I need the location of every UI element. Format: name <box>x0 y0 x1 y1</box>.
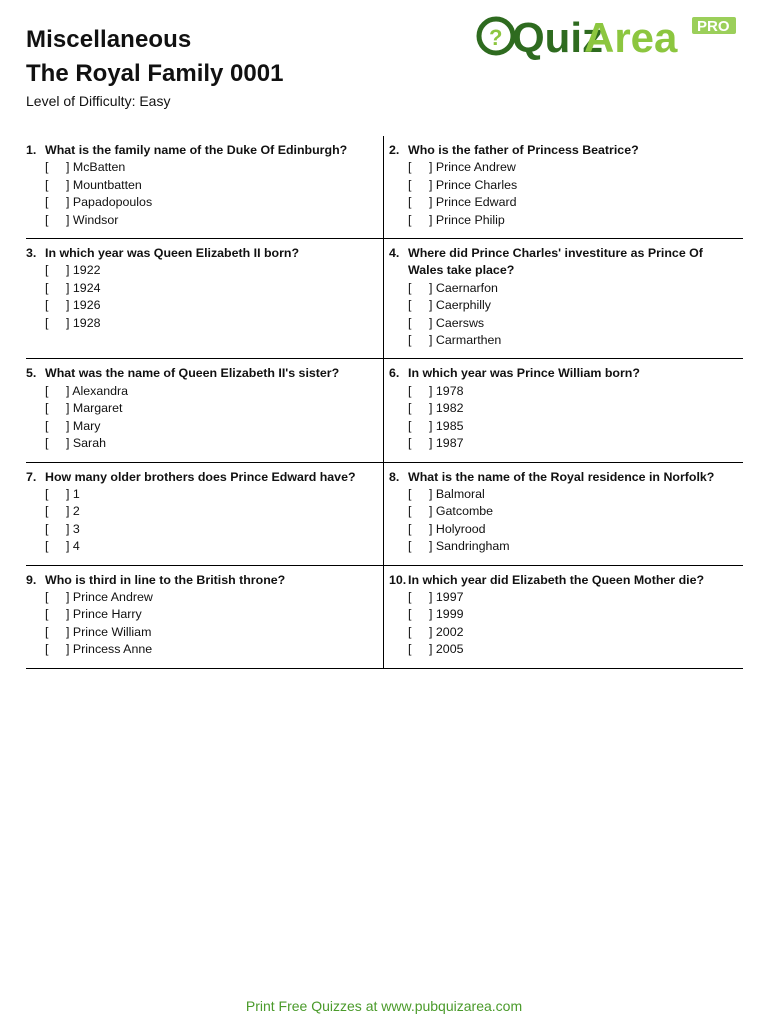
answer-option[interactable] <box>45 521 379 538</box>
answer-option-label: 1924 <box>72 280 101 295</box>
question <box>389 142 739 159</box>
answer-option-label: 1922 <box>72 263 101 278</box>
answer-option-label: Balmoral <box>435 486 485 501</box>
checkbox-close-bracket[interactable]: ] <box>66 418 70 433</box>
question-cell <box>384 239 743 359</box>
answer-option-label: Prince William <box>72 624 152 639</box>
quiz-category: Miscellaneous <box>26 26 192 53</box>
question-text: In which year was Queen Elizabeth II born? <box>45 246 300 261</box>
answer-option[interactable] <box>45 503 379 520</box>
answer-option[interactable] <box>408 503 739 520</box>
question <box>26 245 379 262</box>
answer-option-label: Prince Philip <box>435 212 505 227</box>
checkbox-open-bracket[interactable]: [ <box>45 607 49 622</box>
checkbox-close-bracket[interactable]: ] <box>66 486 70 501</box>
checkbox-close-bracket[interactable]: ] <box>66 589 70 604</box>
question-number: 8. <box>389 469 400 484</box>
answer-option-label: 1987 <box>435 436 464 451</box>
question <box>26 572 379 589</box>
answer-option[interactable] <box>45 538 379 555</box>
answer-option[interactable] <box>45 315 379 332</box>
question-grid <box>26 136 743 669</box>
checkbox-close-bracket[interactable]: ] <box>429 589 433 604</box>
checkbox-open-bracket[interactable]: [ <box>408 436 412 451</box>
checkbox-open-bracket[interactable]: [ <box>45 589 49 604</box>
question-number: 4. <box>389 246 400 261</box>
checkbox-close-bracket[interactable]: ] <box>429 539 433 554</box>
question-number: 3. <box>26 246 37 261</box>
answer-option[interactable] <box>408 418 739 435</box>
checkbox-close-bracket[interactable]: ] <box>429 315 433 330</box>
checkbox-open-bracket[interactable]: [ <box>408 315 412 330</box>
answer-option[interactable] <box>408 315 739 332</box>
checkbox-open-bracket[interactable]: [ <box>45 436 49 451</box>
question <box>389 365 739 382</box>
question-cell <box>26 463 384 566</box>
answer-option[interactable] <box>408 332 739 349</box>
answer-option[interactable] <box>45 400 379 417</box>
answer-option-label: Gatcombe <box>435 504 494 519</box>
checkbox-open-bracket[interactable]: [ <box>408 486 412 501</box>
answer-options <box>389 383 739 453</box>
answer-options <box>389 159 739 229</box>
checkbox-close-bracket[interactable]: ] <box>66 263 70 278</box>
answer-option[interactable] <box>45 280 379 297</box>
checkbox-open-bracket[interactable]: [ <box>45 401 49 416</box>
answer-option[interactable] <box>408 280 739 297</box>
answer-option[interactable] <box>45 194 379 211</box>
checkbox-close-bracket[interactable]: ] <box>66 280 70 295</box>
answer-option[interactable] <box>408 177 739 194</box>
answer-option-label: Prince Harry <box>72 607 142 622</box>
question-number: 1. <box>26 143 37 157</box>
question <box>26 142 379 159</box>
answer-option[interactable] <box>45 486 379 503</box>
checkbox-close-bracket[interactable]: ] <box>429 521 433 536</box>
checkbox-close-bracket[interactable]: ] <box>429 642 433 657</box>
answer-option[interactable] <box>408 297 739 314</box>
question-text: How many older brothers does Prince Edward have? <box>45 469 356 484</box>
answer-option-label: 1982 <box>435 401 464 416</box>
checkbox-open-bracket[interactable]: [ <box>45 177 49 192</box>
checkbox-open-bracket[interactable]: [ <box>45 280 49 295</box>
checkbox-open-bracket[interactable]: [ <box>408 521 412 536</box>
checkbox-open-bracket[interactable]: [ <box>408 607 412 622</box>
answer-options <box>389 486 739 556</box>
question-cell <box>384 136 743 239</box>
checkbox-open-bracket[interactable]: [ <box>408 212 412 227</box>
answer-option-label: Prince Andrew <box>72 589 153 604</box>
checkbox-close-bracket[interactable]: ] <box>66 642 70 657</box>
answer-option[interactable] <box>45 641 379 658</box>
checkbox-open-bracket[interactable]: [ <box>408 177 412 192</box>
answer-option-label: 1978 <box>435 383 464 398</box>
answer-option-label: Sarah <box>72 436 106 451</box>
checkbox-close-bracket[interactable]: ] <box>66 315 70 330</box>
checkbox-close-bracket[interactable]: ] <box>66 160 70 175</box>
checkbox-close-bracket[interactable]: ] <box>66 504 70 519</box>
checkbox-close-bracket[interactable]: ] <box>66 624 70 639</box>
checkbox-open-bracket[interactable]: [ <box>45 383 49 398</box>
question-text: Who is third in line to the British throne? <box>45 572 286 587</box>
answer-option[interactable] <box>408 212 739 229</box>
checkbox-open-bracket[interactable]: [ <box>45 539 49 554</box>
answer-option-label: 1928 <box>72 315 101 330</box>
question <box>389 469 739 486</box>
answer-option-label: 1997 <box>435 589 464 604</box>
checkbox-open-bracket[interactable]: [ <box>408 383 412 398</box>
answer-option[interactable] <box>45 159 379 176</box>
answer-option-label: Caerphilly <box>435 298 491 313</box>
checkbox-close-bracket[interactable]: ] <box>429 383 433 398</box>
checkbox-open-bracket[interactable]: [ <box>408 333 412 348</box>
checkbox-open-bracket[interactable]: [ <box>45 521 49 536</box>
checkbox-close-bracket[interactable]: ] <box>429 333 433 348</box>
answer-option[interactable] <box>408 383 739 400</box>
logo-word-quiz: Quiz <box>512 14 603 61</box>
question-text: What was the name of Queen Elizabeth II's sister? <box>45 366 340 381</box>
question <box>389 572 739 589</box>
question-cell <box>26 239 384 359</box>
answer-option[interactable] <box>408 400 739 417</box>
answer-option-label: Holyrood <box>435 521 486 536</box>
question <box>389 245 739 280</box>
question-cell <box>26 359 384 462</box>
answer-option-label: Prince Charles <box>435 177 518 192</box>
checkbox-close-bracket[interactable]: ] <box>429 177 433 192</box>
checkbox-close-bracket[interactable]: ] <box>429 486 433 501</box>
answer-options <box>389 280 739 350</box>
checkbox-close-bracket[interactable]: ] <box>66 195 70 210</box>
answer-option[interactable] <box>45 606 379 623</box>
checkbox-close-bracket[interactable]: ] <box>429 504 433 519</box>
answer-option-label: Prince Andrew <box>435 160 516 175</box>
answer-option[interactable] <box>408 589 739 606</box>
answer-option[interactable] <box>45 262 379 279</box>
checkbox-close-bracket[interactable]: ] <box>429 607 433 622</box>
checkbox-open-bracket[interactable]: [ <box>45 504 49 519</box>
checkbox-close-bracket[interactable]: ] <box>66 177 70 192</box>
answer-option[interactable] <box>45 177 379 194</box>
answer-option-label: 1999 <box>435 607 464 622</box>
answer-options <box>26 589 379 659</box>
answer-options <box>389 589 739 659</box>
question-number: 2. <box>389 143 400 157</box>
answer-options <box>26 262 379 332</box>
answer-option[interactable] <box>408 624 739 641</box>
checkbox-close-bracket[interactable]: ] <box>429 436 433 451</box>
answer-options <box>26 383 379 453</box>
question-cell <box>384 359 743 462</box>
checkbox-close-bracket[interactable]: ] <box>66 298 70 313</box>
question-cell <box>26 136 384 239</box>
checkbox-open-bracket[interactable]: [ <box>408 504 412 519</box>
question-number: 7. <box>26 469 37 484</box>
checkbox-close-bracket[interactable]: ] <box>429 195 433 210</box>
question-number: 10. <box>389 572 407 587</box>
answer-option[interactable] <box>45 589 379 606</box>
checkbox-open-bracket[interactable]: [ <box>45 642 49 657</box>
checkbox-open-bracket[interactable]: [ <box>45 624 49 639</box>
checkbox-open-bracket[interactable]: [ <box>45 160 49 175</box>
question-cell <box>384 463 743 566</box>
answer-option[interactable] <box>408 641 739 658</box>
checkbox-open-bracket[interactable]: [ <box>408 280 412 295</box>
checkbox-open-bracket[interactable]: [ <box>45 315 49 330</box>
question <box>26 469 379 486</box>
quiz-title: The Royal Family 0001 <box>26 60 284 87</box>
checkbox-close-bracket[interactable]: ] <box>66 383 70 398</box>
answer-option-label: Mountbatten <box>72 177 142 192</box>
checkbox-open-bracket[interactable]: [ <box>408 298 412 313</box>
checkbox-open-bracket[interactable]: [ <box>408 589 412 604</box>
answer-option[interactable] <box>45 418 379 435</box>
answer-option[interactable] <box>45 297 379 314</box>
checkbox-open-bracket[interactable]: [ <box>408 642 412 657</box>
answer-option-label: Caernarfon <box>435 280 498 295</box>
answer-option-label: 1926 <box>72 298 101 313</box>
checkbox-open-bracket[interactable]: [ <box>408 418 412 433</box>
checkbox-close-bracket[interactable]: ] <box>429 160 433 175</box>
answer-option[interactable] <box>408 159 739 176</box>
checkbox-close-bracket[interactable]: ] <box>66 401 70 416</box>
answer-option-label: Princess Anne <box>72 642 153 657</box>
answer-option-label: 3 <box>72 521 80 536</box>
answer-option-label: Windsor <box>72 212 119 227</box>
answer-option-label: Papadopoulos <box>72 195 153 210</box>
question <box>26 365 379 382</box>
checkbox-open-bracket[interactable]: [ <box>45 263 49 278</box>
answer-option-label: 1985 <box>435 418 464 433</box>
question-cell <box>26 566 384 669</box>
answer-option-label: Mary <box>72 418 101 433</box>
answer-option-label: 1 <box>72 486 80 501</box>
checkbox-close-bracket[interactable]: ] <box>429 280 433 295</box>
question-cell <box>384 566 743 669</box>
checkbox-close-bracket[interactable]: ] <box>429 298 433 313</box>
question-text: In which year did Elizabeth the Queen Mother die? <box>408 572 705 587</box>
checkbox-close-bracket[interactable]: ] <box>66 212 70 227</box>
answer-option-label: Alexandra <box>72 383 129 398</box>
answer-option[interactable] <box>408 606 739 623</box>
checkbox-open-bracket[interactable]: [ <box>408 539 412 554</box>
answer-option[interactable] <box>408 486 739 503</box>
checkbox-open-bracket[interactable]: [ <box>45 212 49 227</box>
answer-option-label: Prince Edward <box>435 195 517 210</box>
checkbox-open-bracket[interactable]: [ <box>408 401 412 416</box>
answer-options <box>26 159 379 229</box>
answer-option[interactable] <box>408 435 739 452</box>
question-number: 6. <box>389 366 400 381</box>
checkbox-open-bracket[interactable]: [ <box>45 195 49 210</box>
svg-text:?: ? <box>489 25 503 50</box>
checkbox-close-bracket[interactable]: ] <box>429 418 433 433</box>
question-number: 5. <box>26 366 37 381</box>
checkbox-close-bracket[interactable]: ] <box>429 624 433 639</box>
checkbox-close-bracket[interactable]: ] <box>429 212 433 227</box>
answer-option[interactable] <box>45 212 379 229</box>
answer-option-label: 4 <box>72 539 80 554</box>
answer-option-label: McBatten <box>72 160 126 175</box>
question-text: What is the family name of the Duke Of Edinburgh? <box>45 143 348 157</box>
question-text: What is the name of the Royal residence in Norfolk? <box>408 469 715 484</box>
question-text: Where did Prince Charles' investiture as Prince Of Wales take place? <box>408 246 703 278</box>
checkbox-open-bracket[interactable]: [ <box>45 298 49 313</box>
answer-option[interactable] <box>45 624 379 641</box>
checkbox-open-bracket[interactable]: [ <box>45 486 49 501</box>
answer-option[interactable] <box>408 194 739 211</box>
answer-option-label: 2005 <box>435 642 464 657</box>
question-text: Who is the father of Princess Beatrice? <box>408 143 639 157</box>
answer-option-label: 2 <box>72 504 80 519</box>
quizarea-logo-graphic <box>476 10 740 62</box>
answer-option-label: 2002 <box>435 624 464 639</box>
answer-option-label: Caersws <box>435 315 485 330</box>
checkbox-close-bracket[interactable]: ] <box>66 607 70 622</box>
difficulty-label: Level of Difficulty: Easy <box>26 93 171 109</box>
checkbox-open-bracket[interactable]: [ <box>408 160 412 175</box>
answer-options <box>26 486 379 556</box>
question-number: 9. <box>26 572 37 587</box>
answer-option-label: Carmarthen <box>435 333 502 348</box>
answer-option[interactable] <box>408 538 739 555</box>
question-text: In which year was Prince William born? <box>408 366 640 381</box>
checkbox-open-bracket[interactable]: [ <box>408 624 412 639</box>
checkbox-close-bracket[interactable]: ] <box>66 521 70 536</box>
pro-badge: PRO <box>697 18 730 35</box>
checkbox-open-bracket[interactable]: [ <box>45 418 49 433</box>
answer-option[interactable] <box>408 521 739 538</box>
checkbox-close-bracket[interactable]: ] <box>429 401 433 416</box>
answer-option-label: Sandringham <box>435 539 510 554</box>
quizarea-logo <box>476 10 740 62</box>
logo-word-area: Area <box>584 14 678 61</box>
answer-option[interactable] <box>45 435 379 452</box>
checkbox-open-bracket[interactable]: [ <box>408 195 412 210</box>
answer-option[interactable] <box>45 383 379 400</box>
checkbox-close-bracket[interactable]: ] <box>66 436 70 451</box>
answer-option-label: Margaret <box>72 401 123 416</box>
checkbox-close-bracket[interactable]: ] <box>66 539 70 554</box>
footer-text[interactable]: Print Free Quizzes at www.pubquizarea.com <box>245 998 523 1014</box>
